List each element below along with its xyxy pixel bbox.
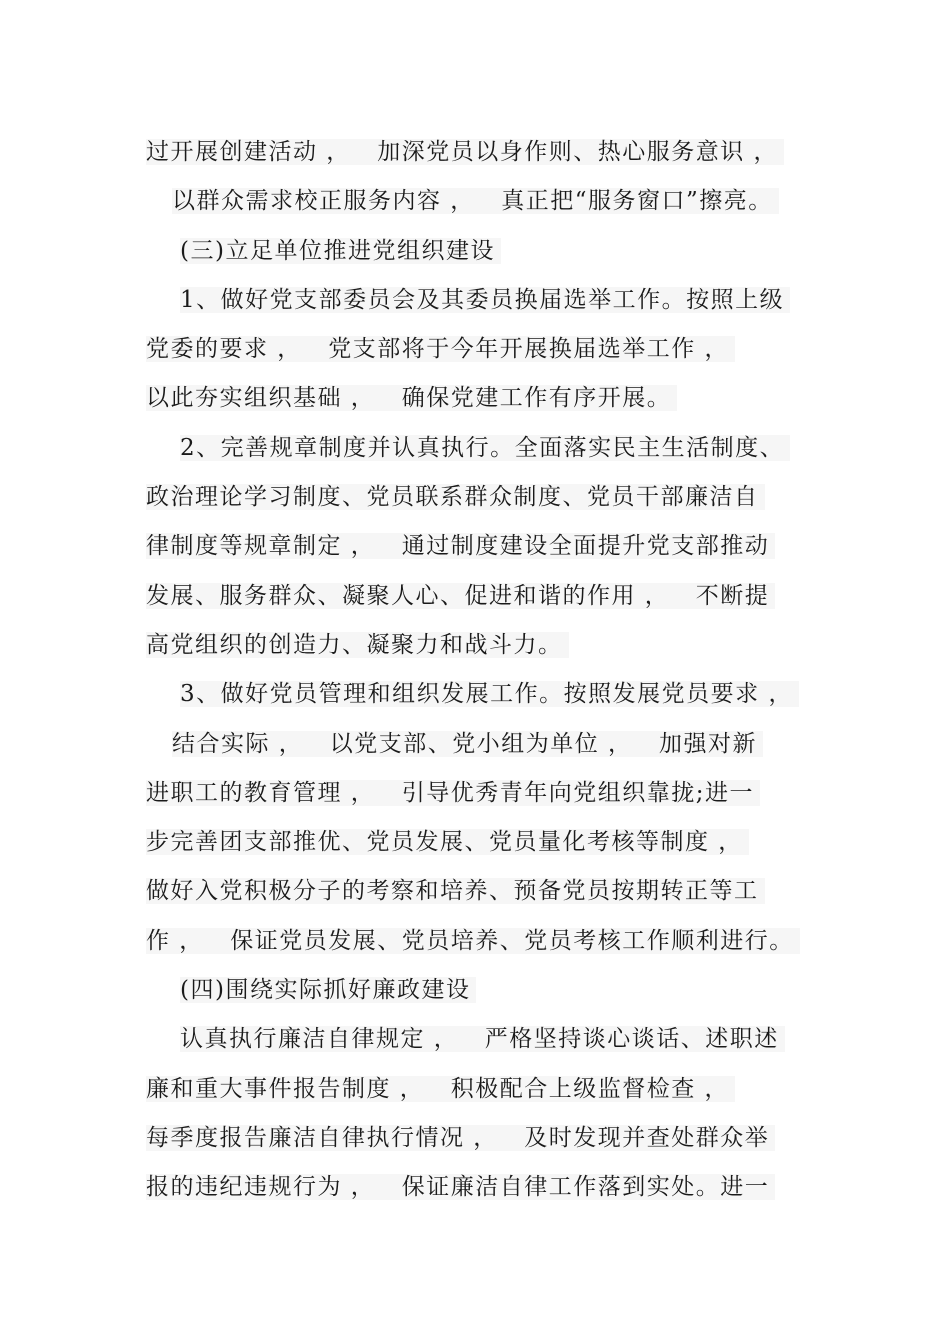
text-line <box>146 917 836 966</box>
text-line <box>146 522 836 571</box>
document-body <box>146 128 836 1213</box>
text-line-content: 以群众需求校正服务内容 ， 真正把“服务窗口”擦亮。 <box>172 188 779 214</box>
text-line <box>146 867 836 916</box>
section-heading-text: (三)立足单位推进党组织建设 <box>180 238 501 264</box>
text-line <box>146 177 836 226</box>
text-line <box>146 572 836 621</box>
text-line-content: 1、做好党支部委员会及其委员换届选举工作。按照上级 <box>180 287 790 313</box>
text-line-content: 高党组织的创造力、凝聚力和战斗力。 <box>146 632 569 658</box>
text-line <box>146 1114 836 1163</box>
text-line-content: 进职工的教育管理 ， 引导优秀青年向党组织靠拢;进一 <box>146 780 760 806</box>
text-line-content: 报的违纪违规行为 ， 保证廉洁自律工作落到实处。进一 <box>146 1174 775 1200</box>
text-line-content: 做好入党积极分子的考察和培养、预备党员按期转正等工 <box>146 878 765 904</box>
text-line-content: 党委的要求 ， 党支部将于今年开展换届选举工作 ， <box>146 336 735 362</box>
text-line-content: 政治理论学习制度、党员联系群众制度、党员干部廉洁自 <box>146 484 765 510</box>
text-line-content: 步完善团支部推优、党员发展、党员量化考核等制度 ， <box>146 829 749 855</box>
text-line-content: 过开展创建活动 ， 加深党员以身作则、热心服务意识 ， <box>146 139 784 165</box>
text-line <box>146 325 836 374</box>
text-line-content: 廉和重大事件报告制度 ， 积极配合上级监督检查 ， <box>146 1076 735 1102</box>
text-line <box>146 1015 836 1064</box>
text-line-content: 作 ， 保证党员发展、党员培养、党员考核工作顺利进行。 <box>146 928 800 954</box>
text-line-content: 律制度等规章制定 ， 通过制度建设全面提升党支部推动 <box>146 533 775 559</box>
text-line-content: 3、做好党员管理和组织发展工作。按照发展党员要求 ， <box>180 681 799 707</box>
text-line <box>146 769 836 818</box>
text-line-content: 发展、服务群众、凝聚人心、促进和谐的作用 ， 不断提 <box>146 583 775 609</box>
section-heading-text: (四)围绕实际抓好廉政建设 <box>180 977 476 1003</box>
text-line-content: 认真执行廉洁自律规定 ， 严格坚持谈心谈话、述职述 <box>180 1026 785 1052</box>
text-line <box>146 424 836 473</box>
text-line <box>146 128 836 177</box>
text-line-content: 每季度报告廉洁自律执行情况 ， 及时发现并查处群众举 <box>146 1125 775 1151</box>
section-heading <box>146 966 836 1015</box>
section-heading <box>146 227 836 276</box>
text-line-content: 2、完善规章制度并认真执行。全面落实民主生活制度、 <box>180 435 790 461</box>
text-line <box>146 374 836 423</box>
text-line <box>146 720 836 769</box>
text-line <box>146 1163 836 1212</box>
text-line <box>146 818 836 867</box>
text-line <box>146 276 836 325</box>
text-line-content: 结合实际 ， 以党支部、党小组为单位 ， 加强对新 <box>172 731 763 757</box>
text-line <box>146 1065 836 1114</box>
text-line <box>146 621 836 670</box>
text-line-content: 以此夯实组织基础 ， 确保党建工作有序开展。 <box>146 385 677 411</box>
text-line <box>146 670 836 719</box>
text-line <box>146 473 836 522</box>
